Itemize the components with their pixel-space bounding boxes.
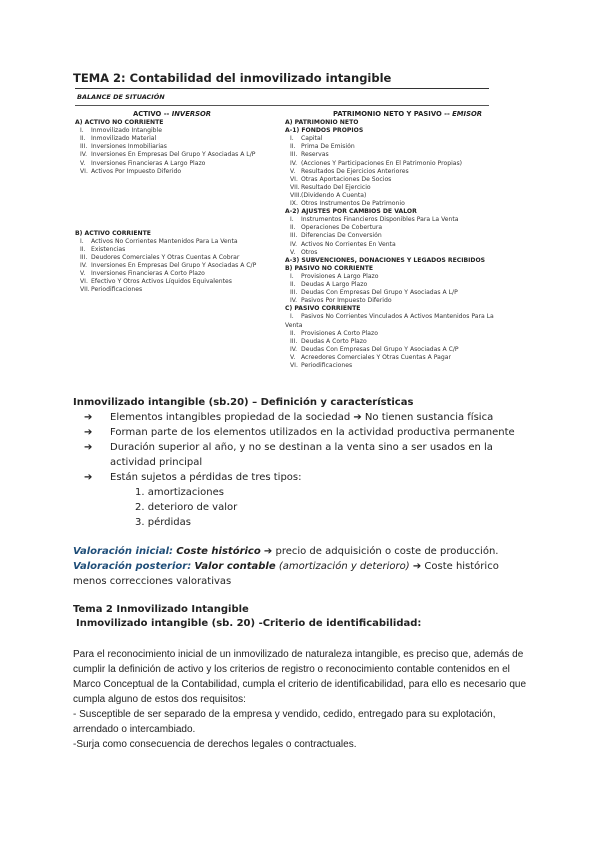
roman-numeral: VI. xyxy=(80,278,88,286)
pasivo-heading: PATRIMONIO NETO Y PASIVO -- EMISOR xyxy=(333,110,482,118)
balance-group-heading xyxy=(285,127,363,135)
balance-line-text: Diferencias De Conversión xyxy=(301,232,382,240)
page-title: TEMA 2: Contabilidad del inmovilizado intangible xyxy=(73,71,392,85)
balance-line-text: Inversiones En Empresas Del Grupo Y Asociadas A C/P xyxy=(91,262,257,270)
balance-line-text: Instrumentos Financieros Disponibles Para La Venta xyxy=(301,216,459,224)
balance-line-text: A) ACTIVO NO CORRIENTE xyxy=(75,119,164,126)
roman-numeral: VIII. xyxy=(290,191,302,199)
balance-line-text: Pasivos No Corrientes Vinculados A Activos Mantenidos Para La xyxy=(301,313,494,321)
roman-numeral: VI. xyxy=(290,175,298,183)
balance-line-text: Resultado Del Ejercicio xyxy=(301,183,371,191)
requirement-2: -Surja como consecuencia de derechos legales o contractuales. xyxy=(73,739,357,750)
balance-caption: BALANCE DE SITUACIÓN xyxy=(77,93,165,101)
roman-numeral: II. xyxy=(80,245,86,253)
balance-line-text: C) PASIVO CORRIENTE xyxy=(285,305,361,313)
roman-numeral: II. xyxy=(290,329,296,337)
balance-line-text: Otros xyxy=(301,248,318,256)
balance-line xyxy=(285,192,366,200)
roman-numeral: II. xyxy=(290,143,296,151)
balance-line-text: Activos Por Impuesto Diferido xyxy=(91,167,182,175)
balance-line-text: Inversiones Financieras A Largo Plazo xyxy=(91,159,206,167)
balance-line-text: B) PASIVO NO CORRIENTE xyxy=(285,264,374,272)
balance-line-text: Reservas xyxy=(301,151,329,159)
section-heading: Inmovilizado intangible (sb.20) – Definición y características xyxy=(73,397,414,408)
roman-numeral: IV. xyxy=(290,297,298,305)
section-subtitle: Inmovilizado intangible (sb. 20) -Criterio de identificabilidad: xyxy=(76,618,422,629)
roman-numeral: VII. xyxy=(290,183,300,191)
balance-line-text: Deudas A Corto Plazo xyxy=(301,337,367,345)
balance-line-text: Otros Instrumentos De Patrimonio xyxy=(301,200,405,207)
balance-line-text: Inmovilizado Intangible xyxy=(91,127,162,135)
balance-line xyxy=(285,241,396,249)
balance-line-text: B) ACTIVO CORRIENTE xyxy=(75,229,151,237)
roman-numeral: VI. xyxy=(80,167,88,175)
identifiability-text xyxy=(73,647,531,752)
balance-line-text: Inversiones En Empresas Del Grupo Y Asociadas A L/P xyxy=(91,151,256,159)
balance-line-text: Provisiones A Corto Plazo xyxy=(301,329,378,337)
list-item: ➔ Forman parte de los elementos utilizados en la actividad productiva permanente xyxy=(84,427,515,438)
balance-sheet xyxy=(75,88,494,379)
roman-numeral: V. xyxy=(290,353,296,361)
arrow-icon: ➔ xyxy=(84,442,93,453)
balance-line xyxy=(75,143,167,151)
balance-line xyxy=(285,232,382,240)
requirement-1: - Susceptible de ser separado de la empresa y vendido, cedido, entregado para su explotación, arrendado o intercambiado. xyxy=(73,709,496,735)
balance-line-text: Provisiones A Largo Plazo xyxy=(301,272,379,280)
balance-line xyxy=(75,286,142,294)
balance-line-text: Resultados De Ejercicios Anteriores xyxy=(301,167,409,175)
balance-group-heading xyxy=(285,305,360,313)
balance-line xyxy=(285,200,405,208)
paragraph: Para el reconocimiento inicial de un inmovilizado de naturaleza intangible, es preciso que, además de cumplir la definición de activo y los criterios de registro o reconocimiento contable contenidos en el Marco Conceptual de la Contabilidad, cumpla el criterio de identificabilidad, para ello es necesario que cumpla alguno de estos dos requisitos: xyxy=(73,649,527,705)
list-item: ➔ Duración superior al año, y no se destinan a la venta sino a ser usados en la actividad principal xyxy=(84,442,493,468)
balance-line-text: Capital xyxy=(301,135,323,143)
balance-line xyxy=(285,354,451,362)
roman-numeral: II. xyxy=(290,281,296,288)
roman-numeral: I. xyxy=(80,237,84,245)
roman-numeral: II. xyxy=(290,224,296,232)
arrow-icon: ➔ xyxy=(84,427,93,438)
balance-line xyxy=(75,135,156,143)
balance-group-heading xyxy=(285,257,485,265)
balance-line-text: Efectivo Y Otros Activos Líquidos Equivalentes xyxy=(91,278,232,286)
roman-numeral: III. xyxy=(80,143,88,151)
balance-line xyxy=(285,168,409,176)
balance-line-text: Periodificaciones xyxy=(301,362,353,369)
balance-group-heading xyxy=(75,230,151,238)
balance-line-text: Deudores Comerciales Y Otras Cuentas A Cobrar xyxy=(91,254,240,261)
balance-line xyxy=(285,160,462,168)
list-item: 3. pérdidas xyxy=(135,517,191,528)
roman-numeral: III. xyxy=(290,337,298,345)
balance-line xyxy=(285,338,367,346)
balance-line-text: Deudas Con Empresas Del Grupo Y Asociadas A L/P xyxy=(301,289,458,297)
roman-numeral: IX. xyxy=(290,200,298,207)
balance-line xyxy=(75,160,205,168)
balance-line-text: Inversiones Inmobiliarias xyxy=(91,143,167,151)
roman-numeral: I. xyxy=(290,272,294,280)
roman-numeral: I. xyxy=(290,313,294,321)
list-item: ➔ Elementos intangibles propiedad de la sociedad ➔ No tienen sustancia física xyxy=(84,412,494,423)
balance-line xyxy=(285,273,378,281)
balance-line xyxy=(285,313,494,321)
list-item: 2. deterioro de valor xyxy=(135,502,238,513)
balance-line xyxy=(285,143,355,151)
divider xyxy=(75,105,489,106)
balance-line-text: Periodificaciones xyxy=(91,286,143,294)
roman-numeral: III. xyxy=(290,151,298,159)
loss-types-list xyxy=(110,485,524,530)
balance-line-text: Acreedores Comerciales Y Otras Cuentas A Pagar xyxy=(301,353,451,361)
balance-line-text: Inmovilizado Material xyxy=(91,135,157,143)
arrow-icon: ➔ xyxy=(84,412,93,423)
roman-numeral: V. xyxy=(290,248,296,256)
balance-line xyxy=(75,127,162,135)
roman-numeral: IV. xyxy=(80,151,88,159)
balance-line xyxy=(285,281,367,289)
balance-line xyxy=(285,184,371,192)
initial-valuation: Valoración inicial: Coste histórico ➔ precio de adquisición o coste de producción. xyxy=(73,546,499,557)
roman-numeral: I. xyxy=(290,216,294,224)
valuation-block xyxy=(73,544,533,589)
balance-line-text: Activos No Corrientes En Venta xyxy=(301,240,396,248)
balance-line xyxy=(285,330,378,338)
balance-group-heading xyxy=(75,119,163,127)
roman-numeral: III. xyxy=(290,289,298,297)
roman-numeral: I. xyxy=(80,127,84,135)
balance-line-text: A-1) FONDOS PROPIOS xyxy=(285,127,364,135)
list-item: 1. amortizaciones xyxy=(135,487,224,498)
balance-line xyxy=(75,262,256,270)
balance-line-text: (Acciones Y Participaciones En El Patrimonio Propias) xyxy=(301,159,463,167)
balance-line-text: A-3) SUBVENCIONES, DONACIONES Y LEGADOS RECIBIDOS xyxy=(285,256,486,264)
roman-numeral: I. xyxy=(290,135,294,143)
balance-line-text: Pasivos Por Impuesto Diferido xyxy=(301,297,392,305)
balance-line-text: Inversiones Financieras A Corto Plazo xyxy=(91,270,205,278)
roman-numeral: VII. xyxy=(80,286,90,294)
balance-line xyxy=(75,278,232,286)
balance-line-text: Deudas Con Empresas Del Grupo Y Asociadas A C/P xyxy=(301,345,459,353)
balance-line-text: Operaciones De Cobertura xyxy=(301,224,383,232)
balance-line xyxy=(75,246,125,254)
subsequent-valuation: Valoración posterior: Valor contable (amortización y deterioro) ➔ Coste histórico menos correcciones valorativas xyxy=(73,561,499,587)
balance-line xyxy=(285,289,458,297)
section-title: Tema 2 Inmovilizado Intangible xyxy=(73,604,249,615)
activo-heading: ACTIVO -- INVERSOR xyxy=(133,110,211,118)
balance-line xyxy=(285,297,392,305)
roman-numeral: V. xyxy=(80,159,86,167)
balance-group-heading xyxy=(285,119,358,127)
roman-numeral: IV. xyxy=(80,262,88,270)
balance-line-text: A-2) AJUSTES POR CAMBIOS DE VALOR xyxy=(285,208,417,216)
roman-numeral: VI. xyxy=(290,362,298,369)
roman-numeral: III. xyxy=(80,254,88,261)
balance-line-text: Deudas A Largo Plazo xyxy=(301,281,368,288)
balance-line xyxy=(285,362,352,370)
roman-numeral: II. xyxy=(80,135,86,143)
balance-line-text: Activos No Corrientes Mantenidos Para La Venta xyxy=(91,237,238,245)
balance-line xyxy=(285,151,329,159)
balance-line-text: (Dividendo A Cuenta) xyxy=(301,191,367,199)
roman-numeral: IV. xyxy=(290,345,298,353)
characteristics-list xyxy=(84,410,524,530)
balance-group-heading xyxy=(285,265,373,273)
balance-line xyxy=(285,322,302,330)
balance-line-text: Prima De Emisión xyxy=(301,143,355,151)
balance-line xyxy=(75,254,239,262)
balance-line xyxy=(75,238,238,246)
roman-numeral: IV. xyxy=(290,159,298,167)
balance-line xyxy=(75,151,255,159)
roman-numeral: III. xyxy=(290,232,298,240)
balance-line xyxy=(285,216,459,224)
balance-line-text: Existencias xyxy=(91,245,126,253)
balance-line-text: Otras Aportaciones De Socios xyxy=(301,175,392,183)
roman-numeral: V. xyxy=(80,270,86,278)
balance-line xyxy=(285,346,459,354)
balance-line-text: Venta xyxy=(285,321,303,329)
roman-numeral: IV. xyxy=(290,240,298,248)
roman-numeral: V. xyxy=(290,167,296,175)
balance-line xyxy=(285,249,317,257)
balance-line xyxy=(285,176,391,184)
balance-line xyxy=(75,168,181,176)
list-item: ➔ Están sujetos a pérdidas de tres tipos: 1. amortizaciones 2. deterioro de valor 3. pérdidas xyxy=(84,470,524,530)
balance-group-heading xyxy=(285,208,417,216)
balance-line-text: A) PATRIMONIO NETO xyxy=(285,119,359,126)
arrow-icon: ➔ xyxy=(84,472,93,483)
